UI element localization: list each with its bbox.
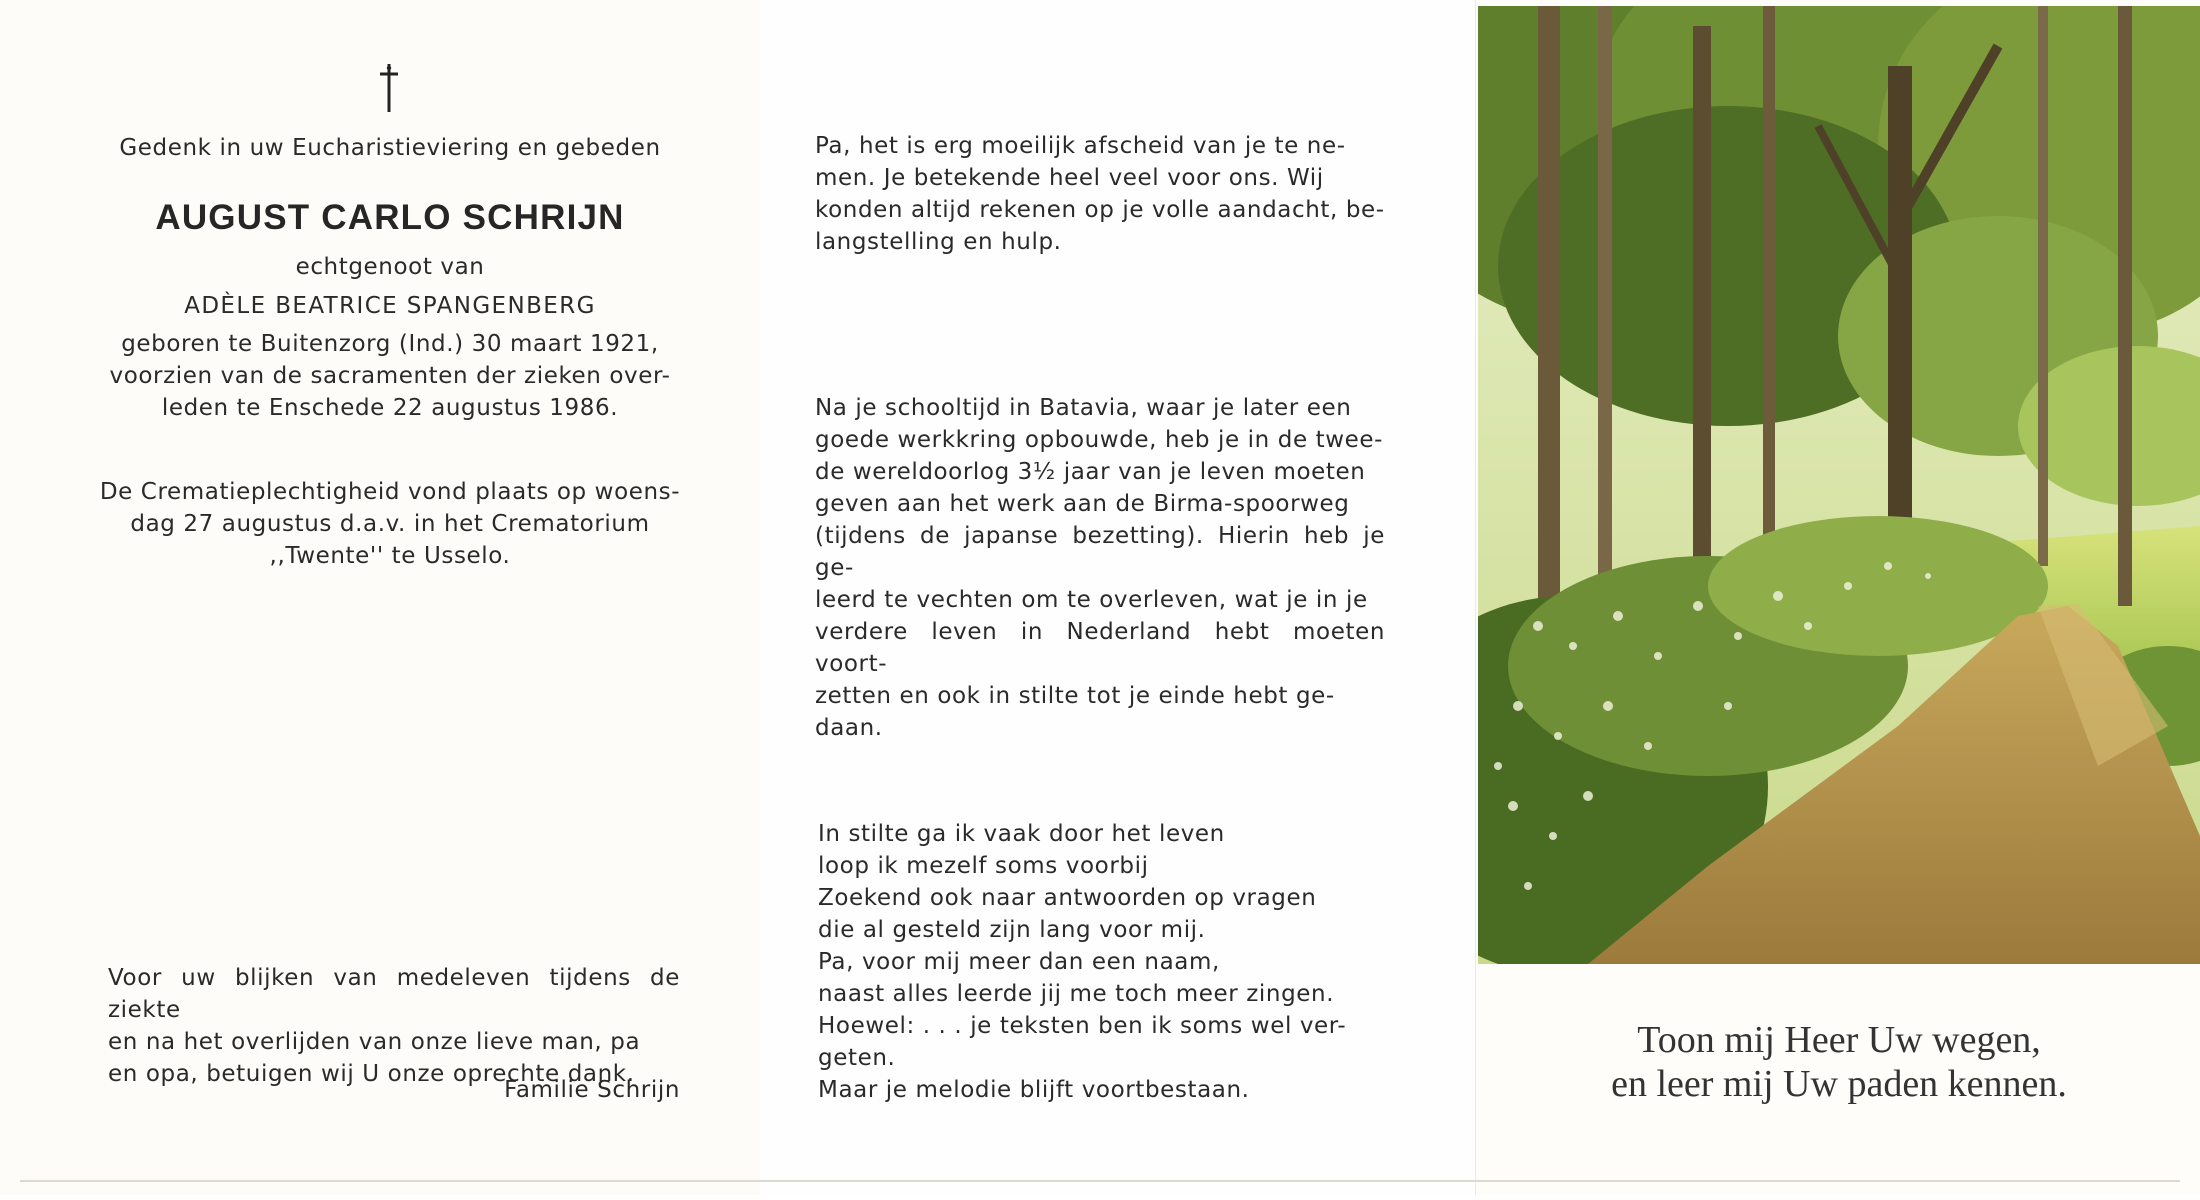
life-story-paragraph (815, 392, 1385, 744)
caption-line: Toon mij Heer Uw wegen, (1637, 1019, 2041, 1061)
bio-line: voorzien van de sacramenten der zieken over- (109, 363, 671, 389)
cremation-line: De Crematieplechtigheid vond plaats op woens- (99, 479, 681, 505)
cremation-text (80, 476, 700, 572)
cremation-line: dag 27 augustus d.a.v. in het Crematorium (130, 511, 650, 537)
cross-icon (374, 60, 404, 114)
poem-line: loop ik mezelf soms voorbij (818, 853, 1149, 879)
poem (818, 818, 1388, 1106)
deceased-name: AUGUST CARLO SCHRIJN (155, 198, 625, 237)
poem-line: Pa, voor mij meer dan een naam, (818, 949, 1220, 975)
paragraph-line: Na je schooltijd in Batavia, waar je later een (815, 395, 1352, 421)
poem-line: naast alles leerde jij me toch meer zingen. (818, 981, 1335, 1007)
thanks-text (108, 962, 680, 1090)
bio-line: geboren te Buitenzorg (Ind.) 30 maart 1921, (121, 331, 659, 357)
thanks-line: en opa, betuigen wij U onze oprechte dank. (108, 1061, 635, 1087)
spouse-name: ADÈLE BEATRICE SPANGENBERG (184, 293, 596, 319)
cremation-line: ,,Twente'' te Usselo. (269, 543, 511, 569)
farewell-paragraph (815, 130, 1385, 258)
thanks-line: en na het overlijden van onze lieve man, pa (108, 1029, 641, 1055)
paragraph-line: verdere leven in Nederland hebt moeten voort- (815, 619, 1385, 677)
poem-line: Hoewel: . . . je teksten ben ik soms wel ver- (818, 1013, 1347, 1039)
paragraph-line: zetten en ook in stilte tot je einde hebt ge- (815, 683, 1335, 709)
paragraph-line: konden altijd rekenen op je volle aandacht, be- (815, 197, 1385, 223)
paragraph-line: goede werkkring opbouwde, heb je in de twee- (815, 427, 1384, 453)
poem-line: Maar je melodie blijft voortbestaan. (818, 1077, 1250, 1103)
family-signature: Familie Schrijn (504, 1077, 680, 1103)
card-bottom-edge (20, 1180, 2180, 1182)
paragraph-line: leerd te vechten om te overleven, wat je in je (815, 587, 1368, 613)
paragraph-line: Pa, het is erg moeilijk afscheid van je te ne- (815, 133, 1346, 159)
paragraph-line: geven aan het werk aan de Birma-spoorweg (815, 491, 1350, 517)
poem-line: geten. (818, 1045, 896, 1071)
paragraph-line: langstelling en hulp. (815, 229, 1062, 255)
paragraph-line: daan. (815, 715, 883, 741)
spouse-intro: echtgenoot van (295, 254, 485, 280)
biography-text (80, 328, 700, 424)
paragraph-line: de wereldoorlog 3½ jaar van je leven moeten (815, 459, 1366, 485)
poem-line: In stilte ga ik vaak door het leven (818, 821, 1225, 847)
poem-line: die al gesteld zijn lang voor mij. (818, 917, 1206, 943)
intro-text: Gedenk in uw Eucharistieviering en gebeden (119, 135, 661, 161)
poem-line: Zoekend ook naar antwoorden op vragen (818, 885, 1317, 911)
paragraph-line: men. Je betekende heel veel voor ons. Wij (815, 165, 1324, 191)
forest-path-photo (1478, 6, 2200, 964)
thanks-line: Voor uw blijken van medeleven tijdens de ziekte (108, 965, 680, 1023)
bio-line: leden te Enschede 22 augustus 1986. (161, 395, 619, 421)
caption-line: en leer mij Uw paden kennen. (1611, 1063, 2067, 1105)
paragraph-line: (tijdens de japanse bezetting). Hierin heb je ge- (815, 523, 1385, 581)
scripture-caption (1478, 1018, 2200, 1106)
